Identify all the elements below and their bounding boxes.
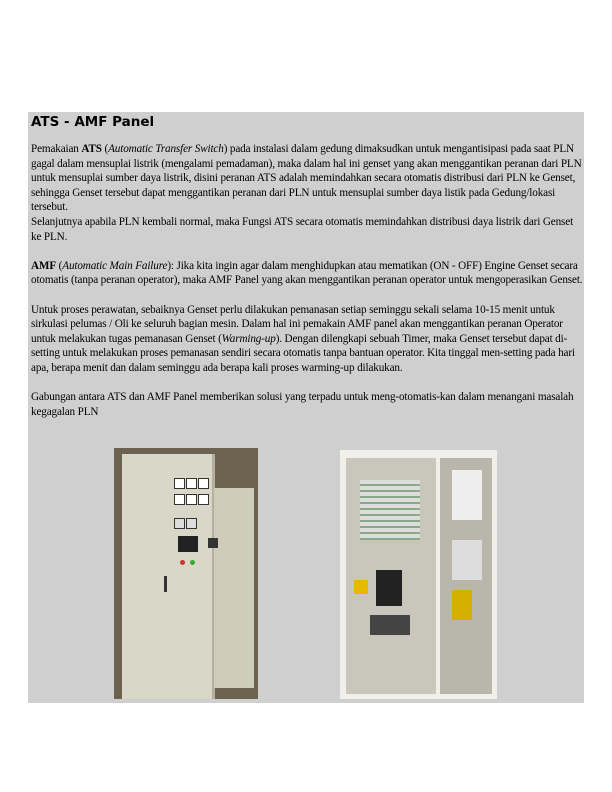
content-box [28,112,584,703]
text: ). Dengan dilengkapi sebuah Timer, maka Genset tersebut dapat di-setting untuk melakukan proses pemanasan sendiri secara otomatis tanpa bantuan operator. Kita tinggal men-setting pada hari apa, berapa menit dan dalam seminggu ada berapa kali proses warming-up dilakukan. [31,332,575,374]
paragraph-maintenance [31,303,583,376]
text: ( [56,259,63,272]
body-text [31,142,583,434]
paragraph-amf [31,259,583,288]
term-warming-up: Warming-up [221,332,276,345]
paragraph-summary: Gabungan antara ATS dan AMF Panel memberikan solusi yang terpadu untuk meng-otomatis-kan dalam menangani masalah kegagalan PLN [31,391,574,418]
page-title: ATS - AMF Panel [31,114,155,130]
term-amf: AMF [31,259,57,272]
text: ( [101,143,109,155]
text: ): Jika kita ingin agar dalam menghidupkan atau mematikan (ON - OFF) Engine Genset secara otomatis (tanpa peranan operator), maka AMF Panel yang akan menggantikan peranan operator untuk mengoperasikan Genset. [31,259,583,287]
text: Selanjutnya apabila PLN kembali normal, maka Fungsi ATS secara otomatis memindahkan distribusi daya listrik dari Genset ke PLN. [31,215,574,243]
term-expansion: Automatic Transfer Switch [108,143,224,155]
amf-panel-photo [114,448,258,699]
text: ) pada instalasi dalam gedung dimaksudkan untuk mengantisipasi pada saat PLN gagal dalam mensuplai listrik (mengalami pemadaman), maka dalam hal ini genset yang akan menggantikan peranan dari PLN untuk mensuplai sumber daya listrik, disini peranan ATS adalah memindahkan secara otomatis distribusi dari PLN ke Genset, sehingga Genset tersebut dapat menggantikan peranan dari PLN untuk mensuplai sumber daya listik pada Gedung/lokasi tersebut. [31,143,582,214]
term-expansion: Automatic Main Failure [62,259,168,272]
ats-panel-photo [340,450,497,699]
text: Untuk proses perawatan, sebaiknya Genset perlu dilakukan pemanasan setiap seminggu sekali selama 10-15 menit untuk sirkulasi pelumas / Oli ke seluruh bagian mesin. Dalam hal ini pemakain AMF panel akan menggantikan peranan Operator untuk melakukan tugas pemanasan Genset ( [31,303,563,345]
term-ats: ATS [81,143,102,155]
text: Pemakaian [31,143,82,155]
paragraph-ats [31,142,583,244]
